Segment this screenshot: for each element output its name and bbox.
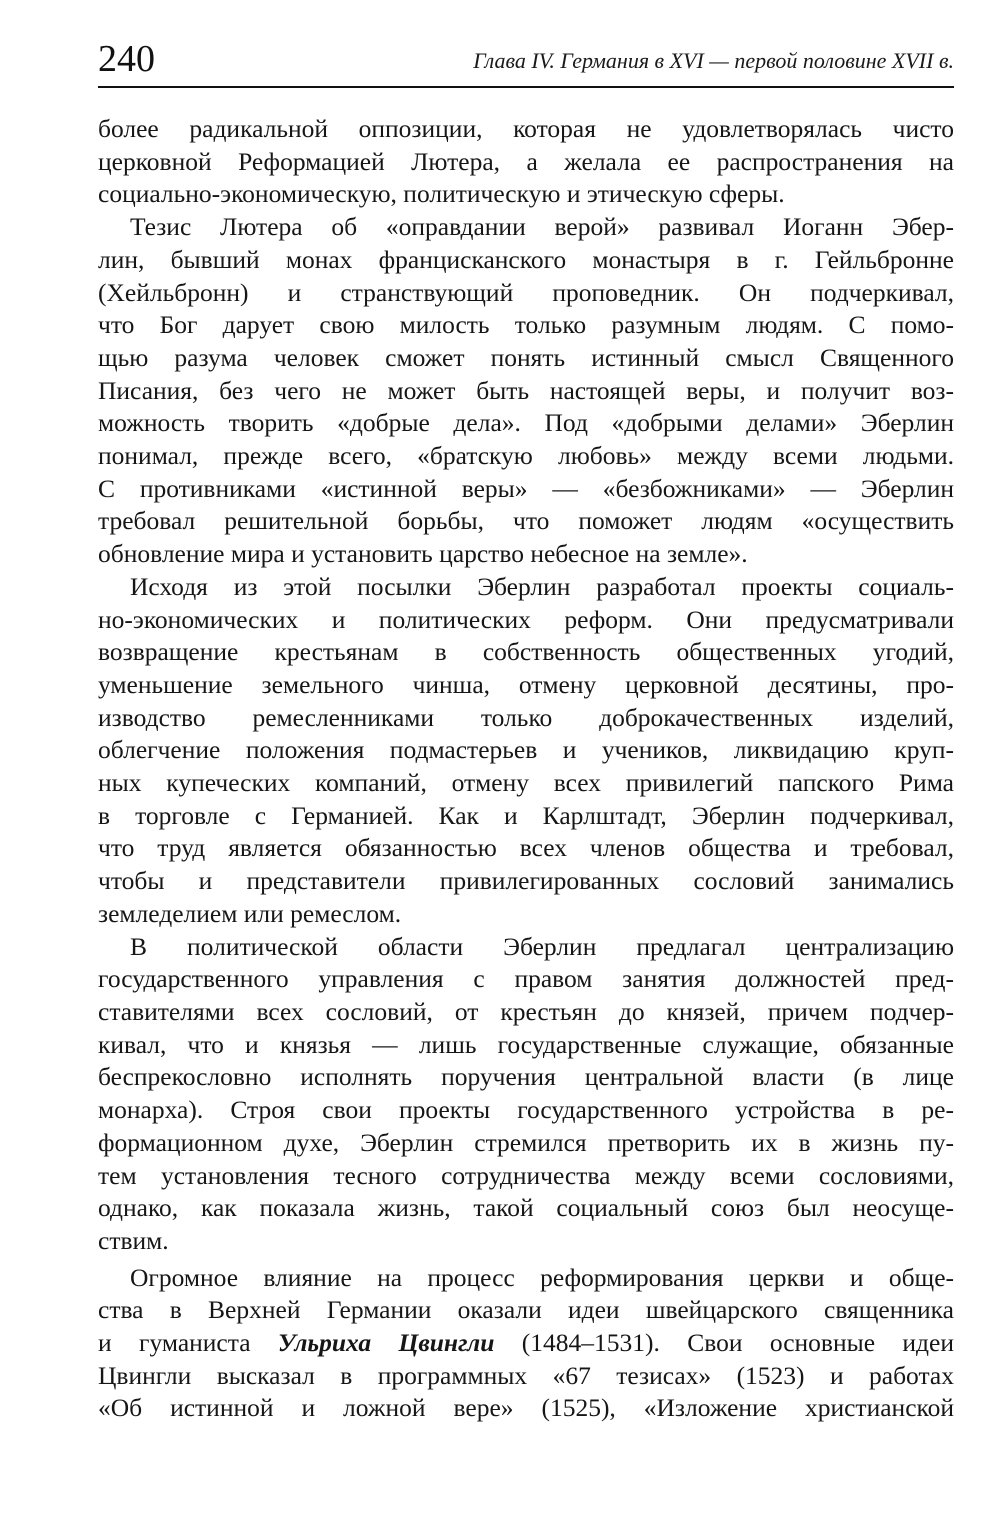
text-line: ставителями всех сословий, от крестьян до князей, причем подчер- (98, 996, 954, 1026)
text-line: в торговле с Германией. Как и Карлштадт, Эберлин подчеркивал, (98, 800, 954, 830)
text-line: церковной Реформацией Лютера, а желала ее распространения на (98, 146, 954, 176)
text-line: однако, как показала жизнь, такой социальный союз был неосуще- (98, 1193, 954, 1223)
paragraph-5 (98, 1262, 954, 1426)
text-line: (Хейльбронн) и странствующий проповедник. Он подчеркивал, (98, 277, 954, 307)
text-line: обновление мира и установить царство небесное на земле». (98, 539, 748, 569)
text-line: монарха). Строя свои проекты государственного устройства в ре- (98, 1095, 954, 1125)
text-line: Тезис Лютера об «оправдании верой» развивал Иоганн Эбер- (130, 212, 954, 242)
paragraph-4 (98, 931, 954, 1258)
paragraph-3 (98, 571, 954, 931)
text-line: государственного управления с правом занятия должностей пред- (98, 964, 954, 994)
text-line (98, 1327, 954, 1360)
text-line: более радикальной оппозиции, которая не удовлетворялась чисто (98, 114, 954, 143)
text-line: уменьшение земельного чинша, отмену церковной десятины, про- (98, 669, 954, 699)
header-rule (98, 86, 954, 88)
paragraph-2 (98, 211, 954, 571)
text-fragment: и гуманиста (98, 1328, 278, 1358)
text-line: В политической области Эберлин предлагал централизацию (130, 931, 954, 961)
text-line: понимал, прежде всего, «братскую любовь» между всеми людьми. (98, 441, 954, 471)
running-head: Глава IV. Германия в XVI — первой половине XVII в. (473, 48, 954, 73)
text-line: «Об истинной и ложной вере» (1525), «Изложение христианской (98, 1393, 954, 1423)
text-line: облегчение положения подмастерьев и учеников, ликвидацию круп- (98, 735, 954, 765)
text-line: требовал решительной борьбы, что поможет людям «осуществить (98, 506, 954, 536)
text-line: земледелием или ремеслом. (98, 898, 402, 928)
person-name-emphasis: Ульриха Цвингли (277, 1328, 495, 1358)
text-line: лин, бывший монах францисканского монастыря в г. Гейльбронне (98, 244, 954, 274)
text-line: что труд является обязанностью всех членов общества и требовал, (98, 833, 954, 863)
text-line: социально-экономическую, политическую и этическую сферы. (98, 179, 785, 209)
text-line: возвращение крестьянам в собственность общественных угодий, (98, 637, 954, 667)
text-line: изводство ремесленниками только доброкачественных изделий, (98, 702, 954, 732)
text-line: Писания, без чего не может быть настоящей веры, и получит воз- (98, 375, 954, 405)
text-line: ства в Верхней Германии оказали идеи швейцарского священника (98, 1295, 954, 1325)
paragraph-1 (98, 113, 954, 211)
text-line: но-экономических и политических реформ. Они предусматривали (98, 604, 954, 634)
text-line: формационном духе, Эберлин стремился претворить их в жизнь пу- (98, 1127, 954, 1157)
text-line: кивал, что и князья — лишь государственные служащие, обязанные (98, 1029, 954, 1059)
text-line: тем установления тесного сотрудничества между всеми сословиями, (98, 1160, 954, 1190)
page-number: 240 (98, 38, 155, 80)
page-header (98, 36, 954, 82)
text-line: С противниками «истинной веры» — «безбожниками» — Эберлин (98, 473, 954, 503)
text-line: чтобы и представители привилегированных сословий занимались (98, 866, 954, 896)
text-line: Исходя из этой посылки Эберлин разработал проекты социаль- (130, 571, 954, 601)
text-fragment: (1484–1531). Свои основные идеи (494, 1328, 954, 1358)
text-line: ных купеческих компаний, отмену всех привилегий папского Рима (98, 768, 954, 798)
text-line: что Бог дарует свою милость только разумным людям. С помо- (98, 310, 954, 340)
text-line: Огромное влияние на процесс реформирования церкви и обще- (130, 1262, 954, 1292)
text-line: беспрекословно исполнять поручения центральной власти (в лице (98, 1062, 954, 1092)
text-line: Цвингли высказал в программных «67 тезисах» (1523) и работах (98, 1360, 954, 1390)
text-line: можность творить «добрые дела». Под «добрыми делами» Эберлин (98, 408, 954, 438)
text-line: ствим. (98, 1225, 169, 1255)
text-line: щью разума человек сможет понять истинный смысл Священного (98, 342, 954, 372)
body-text (98, 113, 954, 1425)
